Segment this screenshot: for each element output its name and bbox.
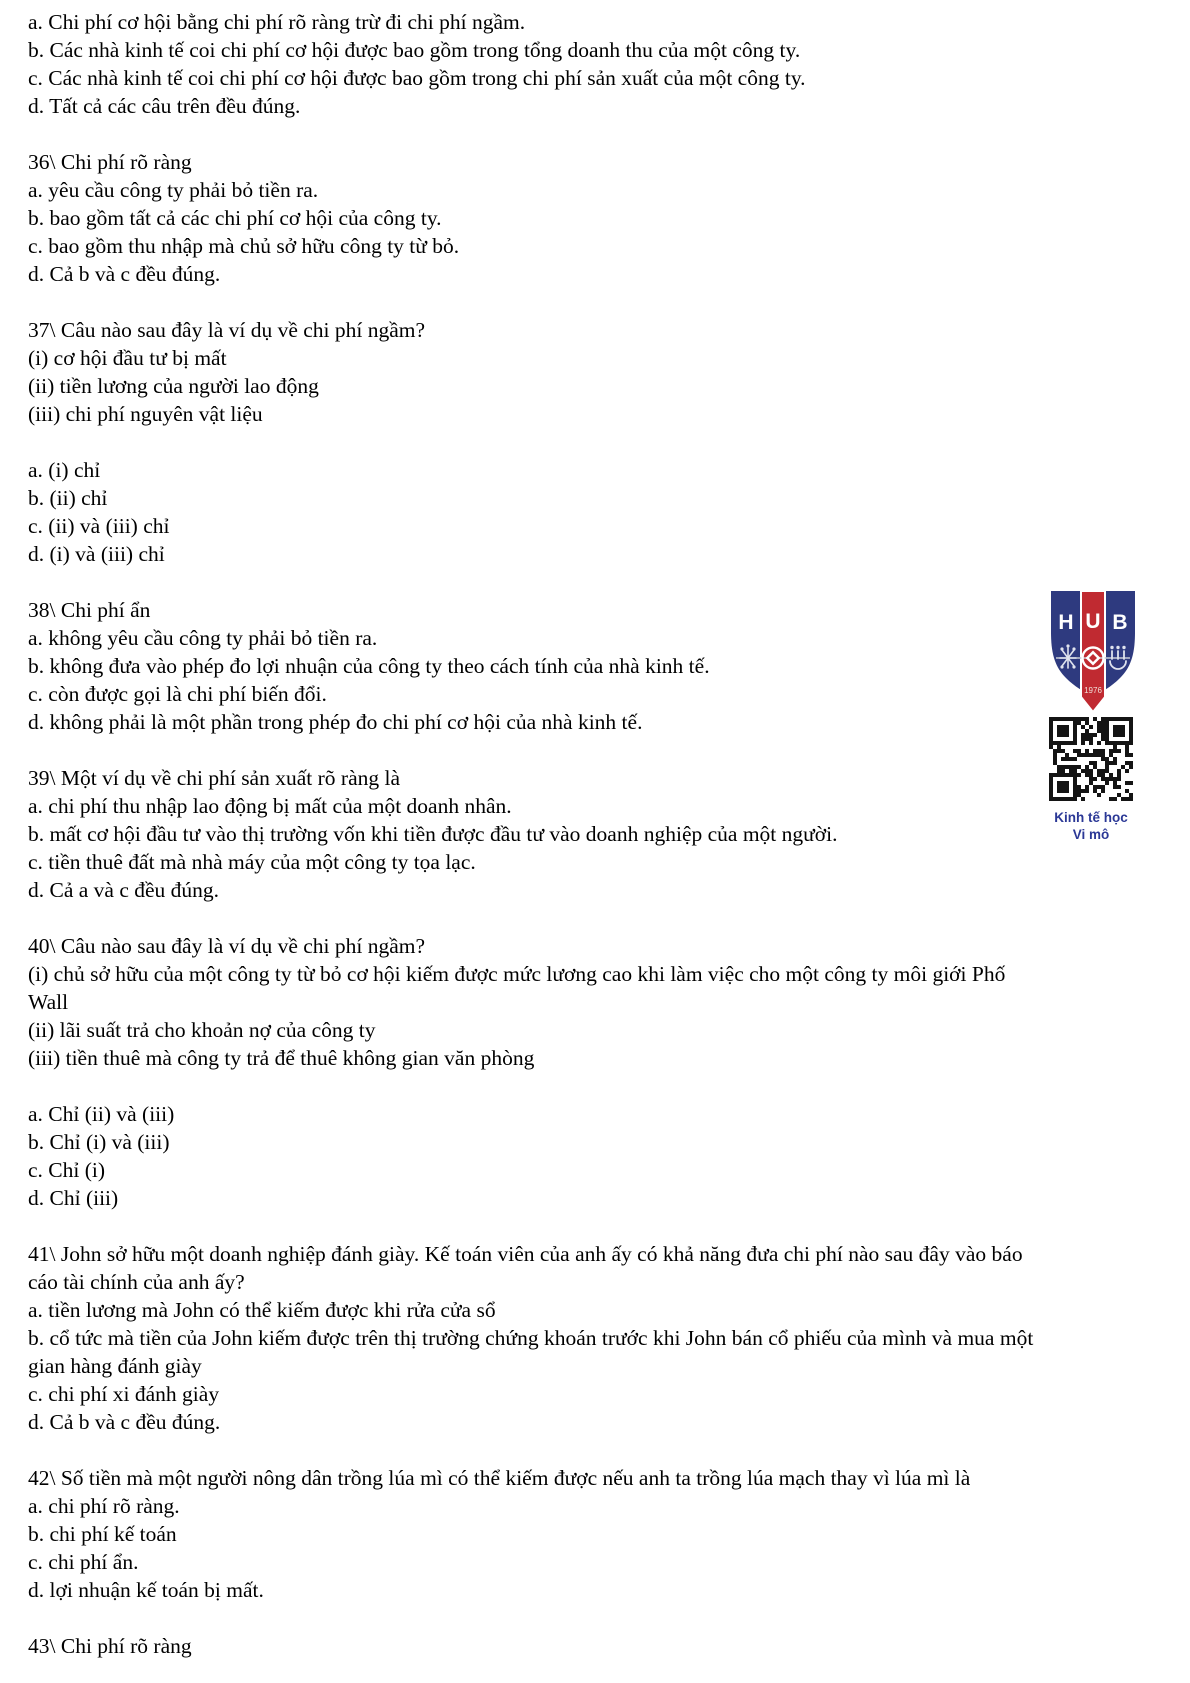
text-line: b. cổ tức mà tiền của John kiếm được trên thị trường chứng khoán trước khi John bán cổ phiếu của mình và mua một <box>28 1326 1034 1350</box>
blank-line <box>28 1604 1182 1632</box>
logo-letter-u: U <box>1085 610 1101 633</box>
text-line: 41\ John sở hữu một doanh nghiệp đánh giày. Kế toán viên của anh ấy có khả năng đưa chi phí nào sau đây vào báo <box>28 1242 1023 1266</box>
text-line: c. chi phí ẩn. <box>28 1550 139 1574</box>
text-line: a. Chỉ (ii) và (iii) <box>28 1102 175 1126</box>
blank-line <box>28 568 1182 596</box>
text-line: b. chi phí kế toán <box>28 1522 177 1546</box>
blank-line <box>28 120 1182 148</box>
text-line: d. lợi nhuận kế toán bị mất. <box>28 1578 264 1602</box>
text-line: d. (i) và (iii) chỉ <box>28 542 165 566</box>
text-line: (ii) lãi suất trả cho khoản nợ của công ty <box>28 1018 376 1042</box>
question-text <box>28 8 1182 1660</box>
branch-emblem-icon <box>1060 648 1076 668</box>
text-line: d. Cả b và c đều đúng. <box>28 1410 221 1434</box>
text-line: d. Chỉ (iii) <box>28 1186 119 1210</box>
text-line: a. không yêu cầu công ty phải bỏ tiền ra. <box>28 626 378 650</box>
text-line: b. Chỉ (i) và (iii) <box>28 1130 170 1154</box>
qr-caption-line2: Vi mô <box>1072 827 1110 842</box>
text-line: cáo tài chính của anh ấy? <box>28 1270 245 1294</box>
logo-year: 1976 <box>1084 686 1102 695</box>
text-line: a. tiền lương mà John có thể kiếm được khi rửa cửa sổ <box>28 1298 496 1322</box>
qr-caption <box>1031 809 1151 843</box>
blank-line <box>28 288 1182 316</box>
text-line: c. Chỉ (i) <box>28 1158 106 1182</box>
text-line: gian hàng đánh giày <box>28 1354 202 1378</box>
text-line: (iii) tiền thuê mà công ty trả để thuê không gian văn phòng <box>28 1046 535 1070</box>
text-line: a. chi phí rõ ràng. <box>28 1494 180 1518</box>
text-line: b. không đưa vào phép đo lợi nhuận của công ty theo cách tính của nhà kinh tế. <box>28 654 710 678</box>
text-line: 37\ Câu nào sau đây là ví dụ về chi phí ngầm? <box>28 318 426 342</box>
text-line: b. Các nhà kinh tế coi chi phí cơ hội được bao gồm trong tổng doanh thu của một công ty. <box>28 38 801 62</box>
logo-letter-b: B <box>1112 611 1128 634</box>
text-line: a. Chi phí cơ hội bằng chi phí rõ ràng trừ đi chi phí ngầm. <box>28 10 526 34</box>
text-line: d. Cả b và c đều đúng. <box>28 262 221 286</box>
text-line: c. bao gồm thu nhập mà chủ sở hữu công ty từ bỏ. <box>28 234 460 258</box>
text-line: c. (ii) và (iii) chỉ <box>28 514 170 538</box>
blank-line <box>28 1436 1182 1464</box>
text-line: d. Cả a và c đều đúng. <box>28 878 220 902</box>
text-line: 38\ Chi phí ẩn <box>28 598 151 622</box>
text-line: b. bao gồm tất cả các chi phí cơ hội của công ty. <box>28 206 442 230</box>
text-line: a. (i) chỉ <box>28 458 101 482</box>
qr-code-icon <box>1049 717 1133 801</box>
hub-logo <box>1048 588 1138 714</box>
text-line: d. Tất cả các câu trên đều đúng. <box>28 94 301 118</box>
text-line: Wall <box>28 990 69 1014</box>
text-line: (i) chủ sở hữu của một công ty từ bỏ cơ hội kiếm được mức lương cao khi làm việc cho một công ty môi giới Phố <box>28 962 1006 986</box>
text-line: c. tiền thuê đất mà nhà máy của một công ty tọa lạc. <box>28 850 476 874</box>
text-line: a. yêu cầu công ty phải bỏ tiền ra. <box>28 178 319 202</box>
text-line: 42\ Số tiền mà một người nông dân trồng lúa mì có thể kiếm được nếu anh ta trồng lúa mạch thay vì lúa mì là <box>28 1466 971 1490</box>
text-line: c. chi phí xi đánh giày <box>28 1382 220 1406</box>
blank-line <box>28 1072 1182 1100</box>
text-line: 36\ Chi phí rõ ràng <box>28 150 192 174</box>
text-line: c. Các nhà kinh tế coi chi phí cơ hội được bao gồm trong chi phí sản xuất của một công ty. <box>28 66 806 90</box>
blank-line <box>28 1212 1182 1240</box>
text-line: (ii) tiền lương của người lao động <box>28 374 319 398</box>
text-line: c. còn được gọi là chi phí biến đổi. <box>28 682 327 706</box>
text-line: (iii) chi phí nguyên vật liệu <box>28 402 263 426</box>
text-line: 39\ Một ví dụ về chi phí sản xuất rõ ràng là <box>28 766 400 790</box>
text-line: d. không phải là một phần trong phép đo chi phí cơ hội của nhà kinh tế. <box>28 710 643 734</box>
text-line: a. chi phí thu nhập lao động bị mất của một doanh nhân. <box>28 794 512 818</box>
blank-line <box>28 428 1182 456</box>
text-line: b. mất cơ hội đầu tư vào thị trường vốn khi tiền được đầu tư vào doanh nghiệp của một người. <box>28 822 838 846</box>
blank-line <box>28 736 1182 764</box>
logo-letter-h: H <box>1058 611 1074 634</box>
qr-caption-line1: Kinh tế học <box>1054 810 1128 825</box>
blank-line <box>28 904 1182 932</box>
text-line: 40\ Câu nào sau đây là ví dụ về chi phí ngầm? <box>28 934 426 958</box>
text-line: 43\ Chi phí rõ ràng <box>28 1634 192 1658</box>
text-line: b. (ii) chỉ <box>28 486 108 510</box>
text-line: (i) cơ hội đầu tư bị mất <box>28 346 227 370</box>
